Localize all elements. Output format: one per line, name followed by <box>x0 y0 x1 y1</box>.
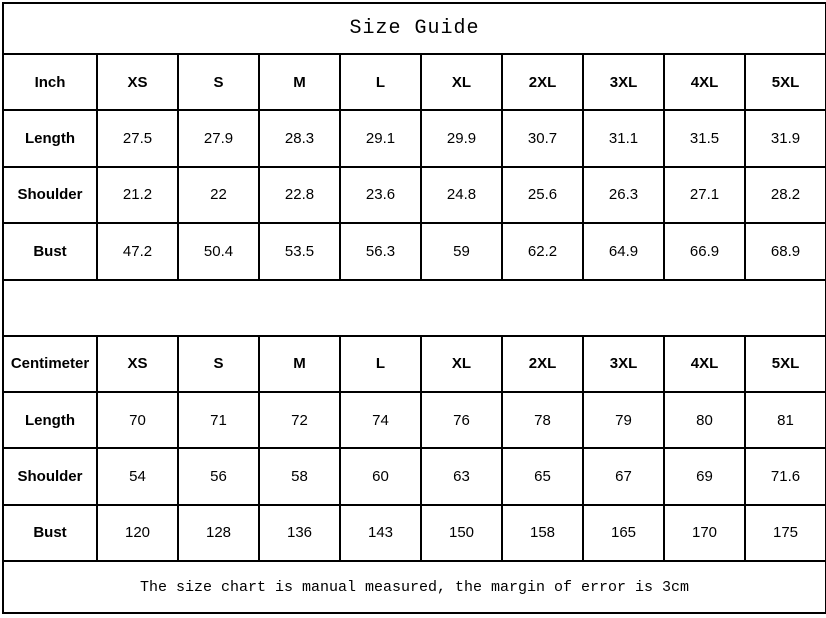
measurement-row <box>3 167 826 223</box>
value-cell: 150 <box>421 505 502 561</box>
value-cell: 31.5 <box>664 110 745 166</box>
size-header-cell: XS <box>97 54 178 110</box>
value-cell: 58 <box>259 448 340 504</box>
value-cell: 47.2 <box>97 223 178 279</box>
value-cell: 72 <box>259 392 340 448</box>
size-header-cell: S <box>178 54 259 110</box>
value-cell: 68.9 <box>745 223 826 279</box>
value-cell: 22.8 <box>259 167 340 223</box>
value-cell: 31.1 <box>583 110 664 166</box>
value-cell: 22 <box>178 167 259 223</box>
value-cell: 21.2 <box>97 167 178 223</box>
value-cell: 165 <box>583 505 664 561</box>
value-cell: 29.9 <box>421 110 502 166</box>
size-guide-table <box>2 2 826 614</box>
value-cell: 29.1 <box>340 110 421 166</box>
size-header-cell: M <box>259 54 340 110</box>
value-cell: 24.8 <box>421 167 502 223</box>
value-cell: 81 <box>745 392 826 448</box>
row-label-cell: Bust <box>3 223 97 279</box>
value-cell: 170 <box>664 505 745 561</box>
value-cell: 56.3 <box>340 223 421 279</box>
size-header-cell: 4XL <box>664 336 745 392</box>
value-cell: 28.2 <box>745 167 826 223</box>
value-cell: 69 <box>664 448 745 504</box>
value-cell: 78 <box>502 392 583 448</box>
value-cell: 128 <box>178 505 259 561</box>
size-header-cell: 2XL <box>502 54 583 110</box>
measurement-row <box>3 448 826 504</box>
row-label-cell: Bust <box>3 505 97 561</box>
value-cell: 56 <box>178 448 259 504</box>
value-cell: 80 <box>664 392 745 448</box>
value-cell: 71 <box>178 392 259 448</box>
footer-row <box>3 561 826 613</box>
value-cell: 76 <box>421 392 502 448</box>
value-cell: 59 <box>421 223 502 279</box>
value-cell: 143 <box>340 505 421 561</box>
value-cell: 26.3 <box>583 167 664 223</box>
value-cell: 27.9 <box>178 110 259 166</box>
size-header-cell: 2XL <box>502 336 583 392</box>
value-cell: 65 <box>502 448 583 504</box>
size-header-cell: S <box>178 336 259 392</box>
value-cell: 63 <box>421 448 502 504</box>
footer-note: The size chart is manual measured, the margin of error is 3cm <box>3 561 826 613</box>
measurement-row <box>3 110 826 166</box>
size-header-row <box>3 336 826 392</box>
value-cell: 79 <box>583 392 664 448</box>
value-cell: 64.9 <box>583 223 664 279</box>
row-label-cell: Shoulder <box>3 448 97 504</box>
value-cell: 175 <box>745 505 826 561</box>
size-header-cell: 3XL <box>583 336 664 392</box>
value-cell: 158 <box>502 505 583 561</box>
size-header-cell: XL <box>421 336 502 392</box>
size-header-cell: 5XL <box>745 54 826 110</box>
value-cell: 74 <box>340 392 421 448</box>
value-cell: 25.6 <box>502 167 583 223</box>
value-cell: 31.9 <box>745 110 826 166</box>
page-title: Size Guide <box>3 3 826 54</box>
title-row <box>3 3 826 54</box>
size-header-cell: M <box>259 336 340 392</box>
unit-header-cell: Centimeter <box>3 336 97 392</box>
value-cell: 120 <box>97 505 178 561</box>
value-cell: 62.2 <box>502 223 583 279</box>
spacer-row <box>3 280 826 336</box>
value-cell: 27.5 <box>97 110 178 166</box>
size-header-cell: XL <box>421 54 502 110</box>
measurement-row <box>3 223 826 279</box>
row-label-cell: Length <box>3 392 97 448</box>
value-cell: 27.1 <box>664 167 745 223</box>
value-cell: 23.6 <box>340 167 421 223</box>
value-cell: 66.9 <box>664 223 745 279</box>
value-cell: 71.6 <box>745 448 826 504</box>
size-header-cell: L <box>340 54 421 110</box>
measurement-row <box>3 505 826 561</box>
size-header-cell: 5XL <box>745 336 826 392</box>
spacer-cell <box>3 280 826 336</box>
value-cell: 54 <box>97 448 178 504</box>
value-cell: 70 <box>97 392 178 448</box>
size-header-cell: L <box>340 336 421 392</box>
value-cell: 60 <box>340 448 421 504</box>
value-cell: 136 <box>259 505 340 561</box>
size-header-row <box>3 54 826 110</box>
size-header-cell: 3XL <box>583 54 664 110</box>
row-label-cell: Shoulder <box>3 167 97 223</box>
unit-header-cell: Inch <box>3 54 97 110</box>
value-cell: 28.3 <box>259 110 340 166</box>
value-cell: 67 <box>583 448 664 504</box>
measurement-row <box>3 392 826 448</box>
row-label-cell: Length <box>3 110 97 166</box>
value-cell: 30.7 <box>502 110 583 166</box>
size-header-cell: XS <box>97 336 178 392</box>
value-cell: 50.4 <box>178 223 259 279</box>
value-cell: 53.5 <box>259 223 340 279</box>
size-header-cell: 4XL <box>664 54 745 110</box>
